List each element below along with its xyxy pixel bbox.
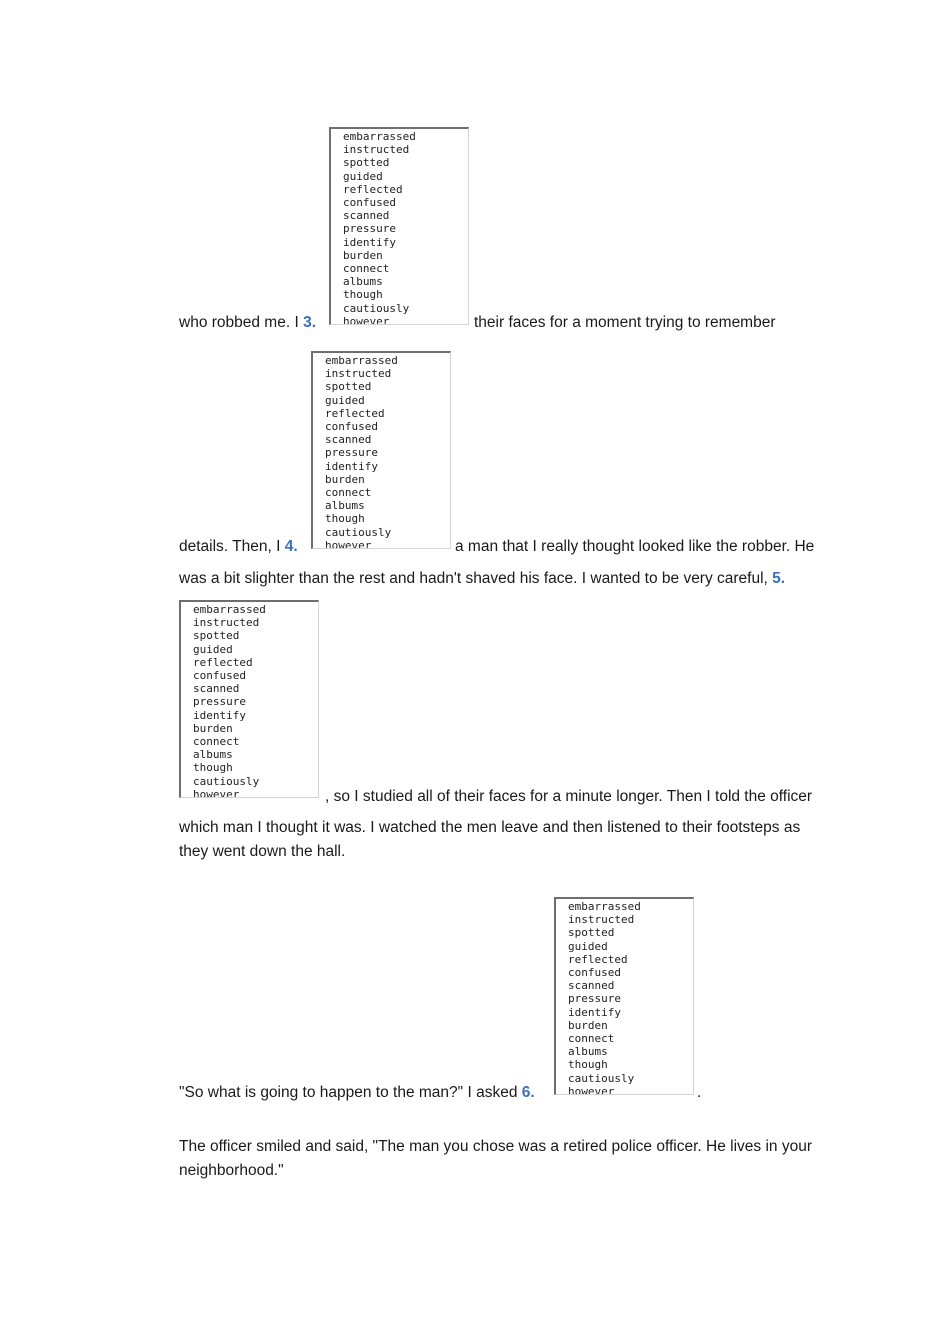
option-identify[interactable]: identify (193, 708, 246, 722)
option-identify[interactable]: identify (343, 235, 396, 249)
option-however[interactable]: however (568, 1084, 615, 1095)
q4-line (179, 538, 298, 556)
paragraph-line-3 (179, 570, 785, 588)
answer-select-6[interactable] (554, 897, 694, 1095)
paragraph-line-8: The officer smiled and said, "The man you chose was a retired police officer. He lives in your (179, 1138, 812, 1155)
option-guided[interactable]: guided (193, 642, 233, 656)
q5-after-text: , so I studied all of their faces for a minute longer. Then I told the officer (325, 788, 813, 805)
option-spotted[interactable]: spotted (325, 380, 372, 394)
option-scanned[interactable]: scanned (325, 433, 372, 447)
option-burden[interactable]: burden (193, 721, 233, 735)
option-scanned[interactable]: scanned (193, 682, 240, 696)
q6-after-text: . (697, 1084, 702, 1101)
option-instructed[interactable]: instructed (343, 143, 410, 157)
option-cautiously[interactable]: cautiously (343, 301, 410, 315)
option-albums[interactable]: albums (193, 748, 233, 762)
answer-select-4[interactable] (311, 351, 451, 549)
question-number-3: 3. (303, 314, 317, 331)
option-pressure[interactable]: pressure (343, 222, 396, 236)
option-spotted[interactable]: spotted (568, 926, 615, 940)
paragraph-line-5: which man I thought it was. I watched the men leave and then listened to their footsteps as (179, 819, 801, 836)
q3-after-text: their faces for a moment trying to remember (474, 314, 776, 331)
option-albums[interactable]: albums (325, 499, 365, 513)
option-identify[interactable]: identify (568, 1005, 621, 1019)
option-albums[interactable]: albums (568, 1045, 608, 1059)
option-cautiously[interactable]: cautiously (325, 525, 392, 539)
q6-line (179, 1084, 535, 1102)
answer-select-5[interactable] (179, 600, 319, 798)
option-cautiously[interactable]: cautiously (568, 1071, 635, 1085)
question-number-6: 6. (521, 1084, 535, 1101)
option-reflected[interactable]: reflected (568, 952, 628, 966)
q4-before-text: details. Then, I (179, 538, 285, 555)
option-guided[interactable]: guided (568, 939, 608, 953)
option-spotted[interactable]: spotted (193, 629, 240, 643)
option-confused[interactable]: confused (325, 420, 378, 434)
option-connect[interactable]: connect (568, 1032, 615, 1046)
option-guided[interactable]: guided (325, 393, 365, 407)
option-pressure[interactable]: pressure (193, 695, 246, 709)
option-instructed[interactable]: instructed (193, 616, 260, 630)
option-reflected[interactable]: reflected (193, 655, 253, 669)
paragraph-line-9: neighborhood." (179, 1162, 284, 1179)
option-connect[interactable]: connect (343, 262, 390, 276)
option-connect[interactable]: connect (325, 486, 372, 500)
option-burden[interactable]: burden (343, 248, 383, 262)
option-reflected[interactable]: reflected (325, 406, 385, 420)
q3-line (179, 314, 316, 332)
option-pressure[interactable]: pressure (325, 446, 378, 460)
paragraph-line-6: they went down the hall. (179, 843, 346, 860)
option-guided[interactable]: guided (343, 169, 383, 183)
option-embarrassed[interactable]: embarrassed (343, 130, 416, 143)
answer-select-3[interactable] (329, 127, 469, 325)
line3-text: was a bit slighter than the rest and hadn't shaved his face. I wanted to be very careful, (179, 570, 773, 587)
option-confused[interactable]: confused (568, 966, 621, 980)
option-spotted[interactable]: spotted (343, 156, 390, 170)
option-embarrassed[interactable]: embarrassed (568, 900, 641, 913)
option-identify[interactable]: identify (325, 459, 378, 473)
option-embarrassed[interactable]: embarrassed (325, 354, 398, 367)
q6-before-text: "So what is going to happen to the man?" I asked (179, 1084, 522, 1101)
question-number-5: 5. (772, 570, 786, 587)
option-though[interactable]: though (325, 512, 365, 526)
question-number-4: 4. (284, 538, 298, 555)
option-instructed[interactable]: instructed (568, 913, 635, 927)
option-confused[interactable]: confused (193, 669, 246, 683)
q3-before-text: who robbed me. I (179, 314, 304, 331)
option-scanned[interactable]: scanned (343, 209, 390, 223)
option-however[interactable]: however (193, 787, 240, 798)
option-confused[interactable]: confused (343, 196, 396, 210)
option-embarrassed[interactable]: embarrassed (193, 603, 266, 616)
option-though[interactable]: though (343, 288, 383, 302)
option-however[interactable]: however (325, 538, 372, 549)
option-reflected[interactable]: reflected (343, 182, 403, 196)
option-however[interactable]: however (343, 314, 390, 325)
option-scanned[interactable]: scanned (568, 979, 615, 993)
option-cautiously[interactable]: cautiously (193, 774, 260, 788)
option-instructed[interactable]: instructed (325, 367, 392, 381)
option-though[interactable]: though (193, 761, 233, 775)
option-burden[interactable]: burden (325, 472, 365, 486)
option-though[interactable]: though (568, 1058, 608, 1072)
option-connect[interactable]: connect (193, 735, 240, 749)
q4-after-text: a man that I really thought looked like the robber. He (455, 538, 815, 555)
option-pressure[interactable]: pressure (568, 992, 621, 1006)
option-albums[interactable]: albums (343, 275, 383, 289)
option-burden[interactable]: burden (568, 1018, 608, 1032)
